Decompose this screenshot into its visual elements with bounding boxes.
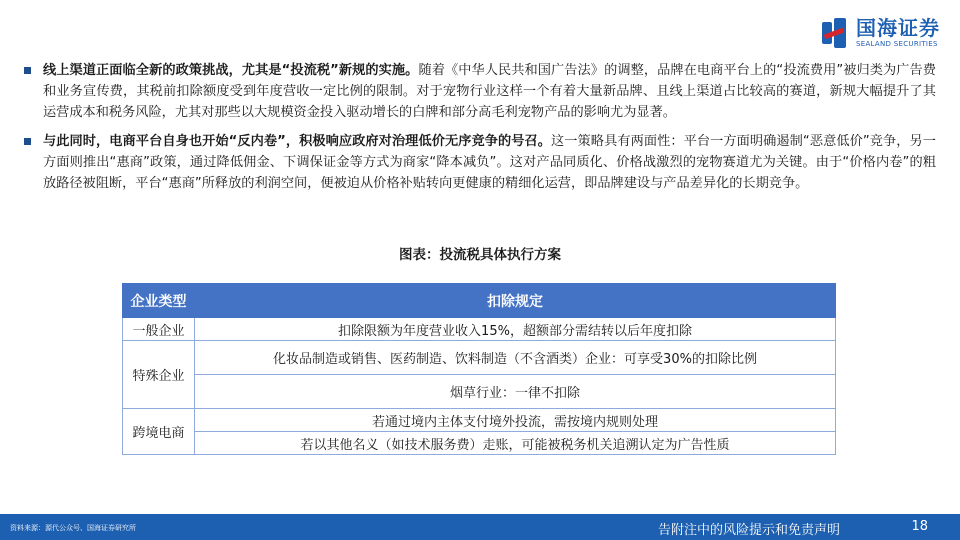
table-header-row bbox=[123, 284, 836, 318]
table-row bbox=[123, 409, 836, 432]
page-number: 18 bbox=[911, 519, 928, 534]
bullet-body-text: 随着《中华人民共和国广告法》的调整，品牌在电商平台上的“投流费用”被归类为广告费和业务宣传费，其税前扣除额度受到年度营收一定比例的限制。对于宠物行业这样一个有着大量新品牌、且线上渠道占比较高的赛道，新规大幅提升了其运营成本和税务风险，尤其对那些以大规模资金投入驱动增长的白牌和部分高毛利宠物产品的影响尤为显著。 bbox=[43, 63, 936, 120]
table-row bbox=[123, 318, 836, 341]
cell-deduction-rule: 化妆品制造或销售、医药制造、饮料制造（不含酒类）企业：可享受30%的扣除比例 bbox=[195, 341, 836, 375]
cell-deduction-rule: 若通过境内主体支付境外投流，需按境内规则处理 bbox=[195, 409, 836, 432]
bullet-bold-text: 线上渠道正面临全新的政策挑战，尤其是“投流税”新规的实施。 bbox=[43, 63, 419, 78]
cell-enterprise-type: 跨境电商 bbox=[123, 409, 195, 455]
cell-enterprise-type: 一般企业 bbox=[123, 318, 195, 341]
cell-enterprise-type: 特殊企业 bbox=[123, 341, 195, 409]
footer-source: 资料来源：源代公众号、国海证券研究所 bbox=[10, 524, 136, 532]
bullet-square-icon bbox=[24, 67, 31, 74]
cell-deduction-rule: 扣除限额为年度营业收入15%，超额部分需结转以后年度扣除 bbox=[195, 318, 836, 341]
footer-bar bbox=[0, 514, 960, 540]
logo-icon bbox=[820, 18, 850, 48]
rules-table bbox=[122, 283, 836, 455]
company-logo bbox=[820, 18, 940, 48]
table-caption: 图表：投流税具体执行方案 bbox=[399, 247, 561, 263]
bullet-item bbox=[24, 131, 936, 194]
header-enterprise-type: 企业类型 bbox=[123, 284, 195, 318]
logo-name-en: SEALAND SECURITIES bbox=[856, 40, 938, 48]
table-row bbox=[123, 432, 836, 455]
bullet-body-text: 这一策略具有两面性：平台一方面明确遏制“恶意低价”竞争，另一方面则推出“惠商”政策，通过降低佣金、下调保证金等方式为商家“降本减负”。这对产品同质化、价格战激烈的宠物赛道尤为关键。由于“价格内卷”的粗放路径被阻断，平台“惠商”所释放的利润空间，便被迫从价格补贴转向更健康的精细化运营，即品牌建设与产品差异化的长期竞争。 bbox=[43, 134, 936, 191]
bullet-bold-text: 与此同时，电商平台自身也开始“反内卷”，积极响应政府对治理低价无序竞争的号召。 bbox=[43, 134, 552, 149]
cell-deduction-rule: 若以其他名义（如技术服务费）走账，可能被税务机关追溯认定为广告性质 bbox=[195, 432, 836, 455]
header-deduction-rule: 扣除规定 bbox=[195, 284, 836, 318]
bullet-list bbox=[24, 60, 936, 202]
table-row bbox=[123, 341, 836, 375]
bullet-square-icon bbox=[24, 138, 31, 145]
cell-deduction-rule: 烟草行业：一律不扣除 bbox=[195, 375, 836, 409]
logo-name-cn: 国海证券 bbox=[856, 16, 940, 40]
bullet-item bbox=[24, 60, 936, 123]
footer-disclaimer: 告附注中的风险提示和免责声明 bbox=[657, 523, 840, 538]
table-row bbox=[123, 375, 836, 409]
